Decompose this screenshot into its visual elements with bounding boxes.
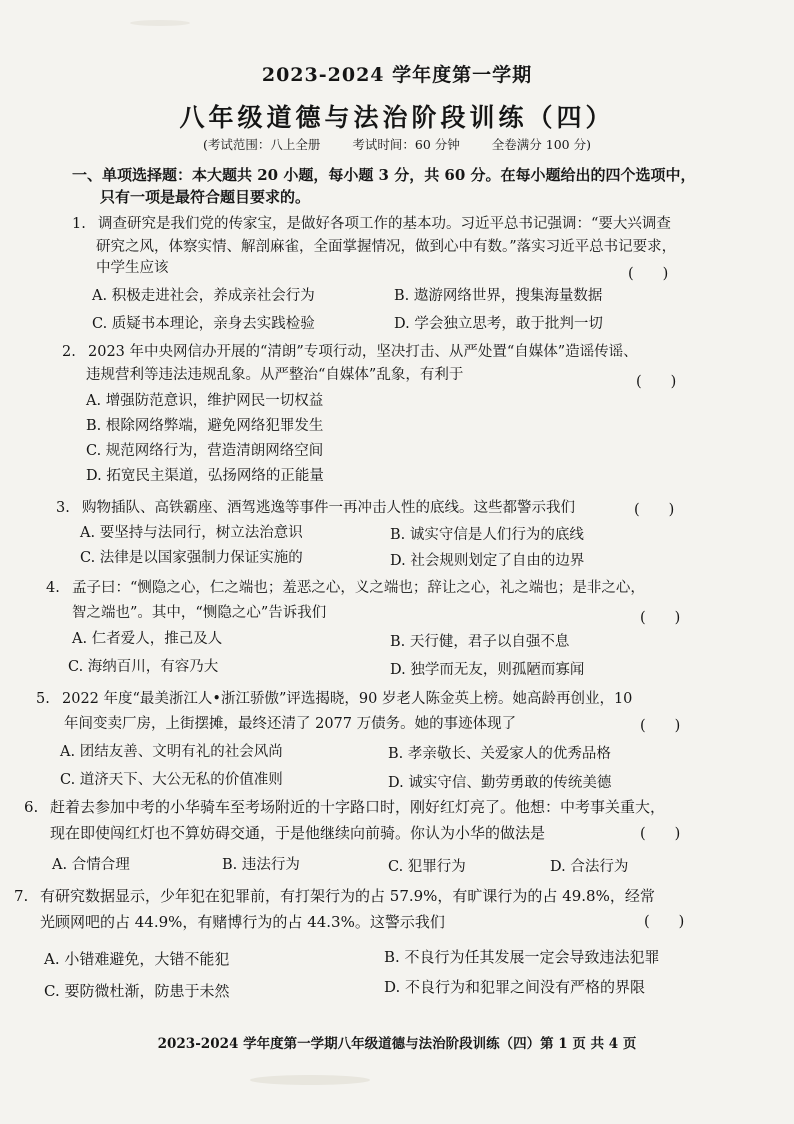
option-c: C. 海纳百川，有容乃大 — [68, 659, 219, 675]
question-number: 5. — [36, 691, 50, 707]
option-a: A. 小错难避免，大错不能犯 — [44, 950, 230, 968]
section-heading-cont: 只有一项是最符合题目要求的。 — [100, 188, 311, 206]
answer-blank: ( ) — [640, 826, 681, 842]
exam-title: 八年级道德与法治阶段训练（四） — [179, 103, 615, 132]
option-b: B. 天行健，君子以自强不息 — [390, 634, 570, 650]
question-text: 研究之风，体察实情、解剖麻雀，全面掌握情况，做到心中有数。”落实习近平总书记要求， — [96, 239, 677, 255]
exam-meta — [0, 135, 794, 153]
answer-blank: ( ) — [636, 374, 677, 390]
page-footer: 2023-2024 学年度第一学期八年级道德与法治阶段训练（四）第 1 页 共 4 页 — [157, 1036, 637, 1052]
answer-blank: ( ) — [634, 502, 675, 518]
question-text: 光顾网吧的占 44.9%，有赌博行为的占 44.3%。这警示我们 — [40, 913, 445, 931]
question-6 — [24, 796, 665, 817]
question-text: 智之端也”。其中，“恻隐之心”告诉我们 — [72, 605, 327, 621]
question-text: 有研究数据显示，少年犯在犯罪前，有打架行为的占 57.9%，有旷课行为的占 49.8%，经常 — [40, 887, 655, 905]
scan-smudge — [130, 20, 190, 26]
term-title: 2023-2024 学年度第一学期 — [261, 64, 533, 86]
option-c: C. 规范网络行为，营造清朗网络空间 — [86, 443, 324, 459]
question-number: 4. — [46, 580, 60, 596]
question-number: 7. — [14, 887, 29, 905]
question-text: 2023 年中央网信办开展的“清朗”专项行动，坚决打击、从严处置“自媒体”造谣传谣、 — [88, 344, 638, 360]
option-b: B. 违法行为 — [222, 857, 300, 873]
option-a: A. 积极走进社会，养成亲社会行为 — [92, 288, 315, 304]
option-b: B. 不良行为任其发展一定会导致违法犯罪 — [384, 948, 660, 966]
option-d: D. 学会独立思考，敢于批判一切 — [394, 316, 603, 332]
option-d: D. 合法行为 — [550, 859, 629, 875]
option-a: A. 合情合理 — [52, 857, 130, 873]
question-number: 1. — [72, 216, 86, 232]
option-d: D. 独学而无友，则孤陋而寡闻 — [390, 662, 585, 678]
answer-blank: ( ) — [644, 914, 685, 930]
question-number: 6. — [24, 798, 39, 816]
option-c: C. 法律是以国家强制力保证实施的 — [80, 550, 303, 566]
question-text: 购物插队、高铁霸座、酒驾逃逸等事件一再冲击人性的底线。这些都警示我们 — [82, 500, 575, 516]
option-d: D. 社会规则划定了自由的边界 — [390, 553, 585, 569]
question-text: 现在即使闯红灯也不算妨碍交通，于是他继续向前骑。你认为小华的做法是 — [50, 824, 546, 842]
question-text: 2022 年度“最美浙江人•浙江骄傲”评选揭晓，90 岁老人陈金英上榜。她高龄再创业，10 — [62, 691, 633, 707]
option-a: A. 要坚持与法同行，树立法治意识 — [80, 525, 303, 541]
option-c: C. 道济天下、大公无私的价值准则 — [60, 772, 283, 788]
question-4 — [46, 576, 645, 597]
question-text: 违规营利等违法违规乱象。从严整治“自媒体”乱象，有利于 — [86, 367, 464, 383]
option-a: A. 仁者爱人，推己及人 — [72, 631, 223, 647]
option-c: C. 要防微杜渐，防患于未然 — [44, 982, 230, 1000]
option-d: D. 拓宽民主渠道，弘扬网络的正能量 — [86, 468, 324, 484]
option-a: A. 增强防范意识，维护网民一切权益 — [86, 393, 324, 409]
option-b: B. 根除网络弊端，避免网络犯罪发生 — [86, 418, 324, 434]
question-text: 年间变卖厂房，上街摆摊，最终还清了 2077 万债务。她的事迹体现了 — [64, 716, 517, 732]
section-heading: 一、单项选择题：本大题共 20 小题，每小题 3 分，共 60 分。在每小题给出的四个选项中， — [72, 166, 696, 184]
option-d: D. 不良行为和犯罪之间没有严格的界限 — [384, 978, 646, 996]
answer-blank: ( ) — [628, 266, 669, 282]
exam-scope: (考试范围：八上全册 — [203, 137, 321, 152]
option-c: C. 质疑书本理论，亲身去实践检验 — [92, 316, 315, 332]
option-b: B. 遨游网络世界，搜集海量数据 — [394, 288, 603, 304]
option-d: D. 诚实守信、勤劳勇敢的传统美德 — [388, 775, 612, 791]
question-1 — [72, 212, 671, 233]
question-text: 中学生应该 — [96, 260, 169, 276]
scan-smudge — [250, 1075, 370, 1085]
question-text: 孟子曰：“恻隐之心，仁之端也；羞恶之心，义之端也；辞让之心，礼之端也；是非之心， — [72, 580, 645, 596]
option-b: B. 孝亲敬长、关爱家人的优秀品格 — [388, 746, 611, 762]
option-b: B. 诚实守信是人们行为的底线 — [390, 527, 584, 543]
exam-score: 全卷满分 100 分) — [491, 137, 591, 152]
question-3 — [56, 496, 575, 517]
answer-blank: ( ) — [640, 610, 681, 626]
question-text: 赶着去参加中考的小华骑车至考场附近的十字路口时，刚好红灯亮了。他想：中考事关重大， — [50, 798, 666, 816]
exam-time: 考试时间：60 分钟 — [352, 137, 460, 152]
question-7 — [14, 885, 655, 906]
question-number: 3. — [56, 500, 70, 516]
question-text: 调查研究是我们党的传家宝，是做好各项工作的基本功。习近平总书记强调：“要大兴调查 — [98, 216, 671, 232]
answer-blank: ( ) — [640, 718, 681, 734]
question-2 — [62, 340, 638, 361]
option-c: C. 犯罪行为 — [388, 859, 466, 875]
question-number: 2. — [62, 344, 76, 360]
option-a: A. 团结友善、文明有礼的社会风尚 — [60, 744, 283, 760]
question-5 — [36, 687, 632, 708]
